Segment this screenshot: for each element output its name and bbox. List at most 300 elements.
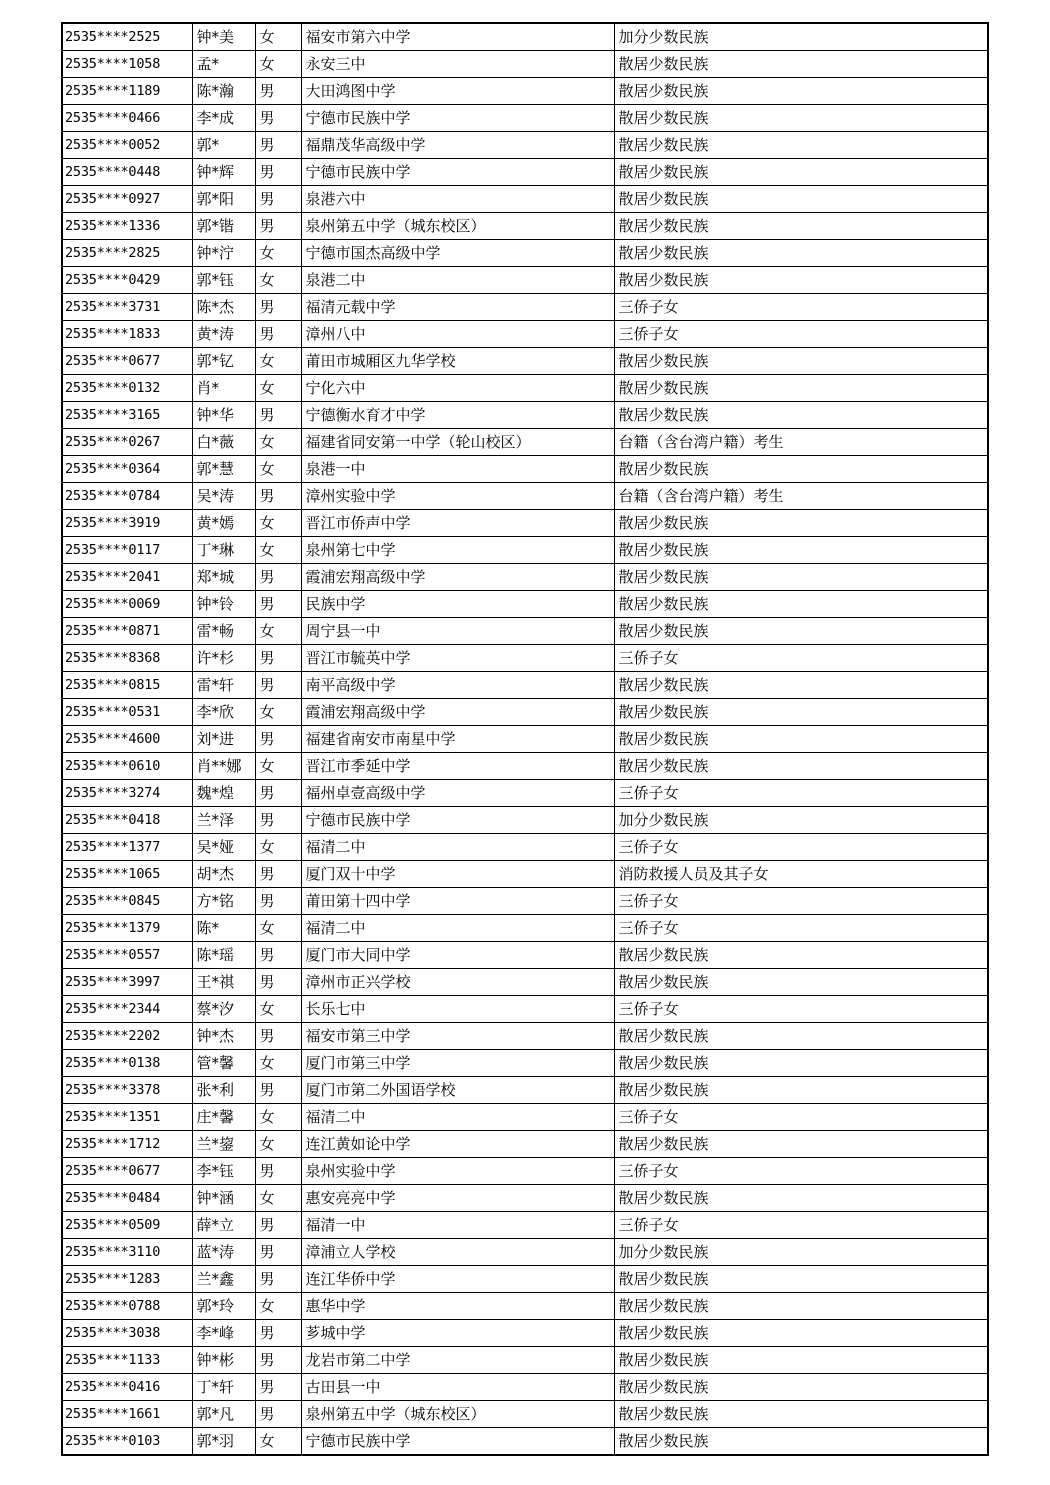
candidate-gender-cell: 男 (255, 402, 301, 429)
candidate-id-cell: 2535****8368 (62, 645, 192, 672)
candidate-gender-cell: 男 (255, 1212, 301, 1239)
candidate-name-cell: 钟*美 (192, 23, 255, 51)
candidate-id-cell: 2535****3165 (62, 402, 192, 429)
candidate-name-cell: 孟* (192, 51, 255, 78)
candidate-id-cell: 2535****1833 (62, 321, 192, 348)
table-row (62, 915, 988, 942)
candidate-name-cell: 李*成 (192, 105, 255, 132)
candidate-school-cell: 厦门市大同中学 (301, 942, 614, 969)
candidate-gender-cell: 男 (255, 1266, 301, 1293)
candidate-school-cell: 连江华侨中学 (301, 1266, 614, 1293)
table-row (62, 1131, 988, 1158)
candidate-category-cell: 散居少数民族 (614, 375, 988, 402)
candidate-school-cell: 福清元载中学 (301, 294, 614, 321)
candidate-name-cell: 吴*娅 (192, 834, 255, 861)
candidate-name-cell: 薛*立 (192, 1212, 255, 1239)
candidate-school-cell: 宁德市国杰高级中学 (301, 240, 614, 267)
candidate-id-cell: 2535****0466 (62, 105, 192, 132)
candidate-name-cell: 钟*彬 (192, 1347, 255, 1374)
candidate-id-cell: 2535****3731 (62, 294, 192, 321)
candidate-school-cell: 泉州实验中学 (301, 1158, 614, 1185)
candidate-school-cell: 泉州第五中学（城东校区） (301, 1401, 614, 1428)
candidate-name-cell: 丁*轩 (192, 1374, 255, 1401)
candidate-id-cell: 2535****2344 (62, 996, 192, 1023)
candidate-name-cell: 蓝*涛 (192, 1239, 255, 1266)
candidate-category-cell: 三侨子女 (614, 294, 988, 321)
candidate-category-cell: 散居少数民族 (614, 1185, 988, 1212)
candidate-id-cell: 2535****3378 (62, 1077, 192, 1104)
table-row (62, 51, 988, 78)
candidate-id-cell: 2535****0267 (62, 429, 192, 456)
candidate-id-cell: 2535****1379 (62, 915, 192, 942)
table-row (62, 1239, 988, 1266)
table-row (62, 1347, 988, 1374)
candidate-gender-cell: 女 (255, 51, 301, 78)
candidate-school-cell: 莆田市城厢区九华学校 (301, 348, 614, 375)
candidate-category-cell: 散居少数民族 (614, 699, 988, 726)
table-row (62, 1050, 988, 1077)
candidate-name-cell: 陈* (192, 915, 255, 942)
table-row (62, 510, 988, 537)
candidate-school-cell: 泉港六中 (301, 186, 614, 213)
candidate-category-cell: 三侨子女 (614, 888, 988, 915)
table-row (62, 942, 988, 969)
candidate-category-cell: 散居少数民族 (614, 591, 988, 618)
table-row (62, 699, 988, 726)
candidate-name-cell: 钟*涵 (192, 1185, 255, 1212)
candidate-gender-cell: 女 (255, 1185, 301, 1212)
candidate-id-cell: 2535****3997 (62, 969, 192, 996)
candidate-id-cell: 2535****0418 (62, 807, 192, 834)
table-row (62, 23, 988, 51)
candidate-name-cell: 庄*馨 (192, 1104, 255, 1131)
table-row (62, 1104, 988, 1131)
candidate-name-cell: 兰*泽 (192, 807, 255, 834)
candidate-gender-cell: 女 (255, 23, 301, 51)
candidate-gender-cell: 女 (255, 753, 301, 780)
candidate-name-cell: 郭*羽 (192, 1428, 255, 1456)
candidate-id-cell: 2535****1189 (62, 78, 192, 105)
candidate-name-cell: 李*钰 (192, 1158, 255, 1185)
candidate-school-cell: 福建省同安第一中学（轮山校区） (301, 429, 614, 456)
candidate-school-cell: 泉州第七中学 (301, 537, 614, 564)
candidate-id-cell: 2535****3274 (62, 780, 192, 807)
candidate-id-cell: 2535****0815 (62, 672, 192, 699)
candidate-school-cell: 厦门市第二外国语学校 (301, 1077, 614, 1104)
candidate-gender-cell: 女 (255, 1293, 301, 1320)
candidate-school-cell: 厦门市第三中学 (301, 1050, 614, 1077)
candidate-category-cell: 散居少数民族 (614, 186, 988, 213)
table-row (62, 1023, 988, 1050)
candidate-id-cell: 2535****1058 (62, 51, 192, 78)
candidate-name-cell: 魏*煌 (192, 780, 255, 807)
table-row (62, 159, 988, 186)
table-row (62, 348, 988, 375)
candidate-name-cell: 方*铭 (192, 888, 255, 915)
candidate-gender-cell: 男 (255, 1320, 301, 1347)
candidate-category-cell: 散居少数民族 (614, 753, 988, 780)
candidate-category-cell: 散居少数民族 (614, 1023, 988, 1050)
candidate-school-cell: 福清一中 (301, 1212, 614, 1239)
candidate-id-cell: 2535****0429 (62, 267, 192, 294)
candidate-gender-cell: 男 (255, 186, 301, 213)
candidate-name-cell: 胡*杰 (192, 861, 255, 888)
candidate-category-cell: 三侨子女 (614, 915, 988, 942)
candidate-school-cell: 宁德衡水育才中学 (301, 402, 614, 429)
candidate-school-cell: 南平高级中学 (301, 672, 614, 699)
candidate-name-cell: 陈*杰 (192, 294, 255, 321)
table-row (62, 213, 988, 240)
candidate-name-cell: 郭*慧 (192, 456, 255, 483)
candidate-id-cell: 2535****1336 (62, 213, 192, 240)
candidate-id-cell: 2535****0448 (62, 159, 192, 186)
candidate-gender-cell: 男 (255, 807, 301, 834)
candidate-id-cell: 2535****0052 (62, 132, 192, 159)
candidate-name-cell: 管*馨 (192, 1050, 255, 1077)
candidate-category-cell: 散居少数民族 (614, 1374, 988, 1401)
candidate-id-cell: 2535****0871 (62, 618, 192, 645)
candidate-school-cell: 泉港一中 (301, 456, 614, 483)
candidate-gender-cell: 男 (255, 780, 301, 807)
candidate-name-cell: 钟*铃 (192, 591, 255, 618)
candidate-category-cell: 散居少数民族 (614, 456, 988, 483)
table-row (62, 996, 988, 1023)
candidate-gender-cell: 男 (255, 105, 301, 132)
table-row (62, 483, 988, 510)
candidate-id-cell: 2535****0927 (62, 186, 192, 213)
table-row (62, 78, 988, 105)
candidate-category-cell: 三侨子女 (614, 1158, 988, 1185)
candidate-id-cell: 2535****0484 (62, 1185, 192, 1212)
table-row (62, 645, 988, 672)
candidate-gender-cell: 男 (255, 888, 301, 915)
candidate-id-cell: 2535****2825 (62, 240, 192, 267)
candidate-school-cell: 泉州第五中学（城东校区） (301, 213, 614, 240)
table-row (62, 1266, 988, 1293)
candidate-name-cell: 钟*杰 (192, 1023, 255, 1050)
table-row (62, 1158, 988, 1185)
table-row (62, 1212, 988, 1239)
candidate-category-cell: 加分少数民族 (614, 23, 988, 51)
candidate-id-cell: 2535****0677 (62, 348, 192, 375)
candidate-school-cell: 长乐七中 (301, 996, 614, 1023)
candidate-category-cell: 台籍（含台湾户籍）考生 (614, 429, 988, 456)
candidate-name-cell: 郭*钰 (192, 267, 255, 294)
candidate-gender-cell: 男 (255, 726, 301, 753)
candidate-school-cell: 霞浦宏翔高级中学 (301, 564, 614, 591)
candidate-school-cell: 宁德市民族中学 (301, 1428, 614, 1456)
candidate-school-cell: 惠安亮亮中学 (301, 1185, 614, 1212)
candidate-gender-cell: 女 (255, 1428, 301, 1456)
candidate-id-cell: 2535****0509 (62, 1212, 192, 1239)
candidate-category-cell: 三侨子女 (614, 780, 988, 807)
candidate-school-cell: 福建省南安市南星中学 (301, 726, 614, 753)
candidate-name-cell: 黄*嫣 (192, 510, 255, 537)
candidate-id-cell: 2535****0138 (62, 1050, 192, 1077)
candidate-gender-cell: 男 (255, 78, 301, 105)
table-row (62, 834, 988, 861)
candidate-category-cell: 散居少数民族 (614, 1293, 988, 1320)
candidate-category-cell: 散居少数民族 (614, 1320, 988, 1347)
table-row (62, 969, 988, 996)
candidate-category-cell: 加分少数民族 (614, 1239, 988, 1266)
candidate-category-cell: 散居少数民族 (614, 105, 988, 132)
candidate-school-cell: 宁德市民族中学 (301, 159, 614, 186)
candidate-id-cell: 2535****0845 (62, 888, 192, 915)
document-page (61, 22, 989, 1456)
candidate-id-cell: 2535****0069 (62, 591, 192, 618)
candidate-gender-cell: 女 (255, 267, 301, 294)
table-row (62, 564, 988, 591)
candidate-gender-cell: 女 (255, 348, 301, 375)
table-row (62, 780, 988, 807)
candidate-name-cell: 钟*辉 (192, 159, 255, 186)
candidate-gender-cell: 男 (255, 645, 301, 672)
candidate-id-cell: 2535****1133 (62, 1347, 192, 1374)
candidate-id-cell: 2535****2041 (62, 564, 192, 591)
table-row (62, 402, 988, 429)
table-row (62, 321, 988, 348)
candidate-category-cell: 散居少数民族 (614, 240, 988, 267)
candidate-category-cell: 散居少数民族 (614, 1077, 988, 1104)
candidate-school-cell: 福清二中 (301, 1104, 614, 1131)
table-row (62, 726, 988, 753)
candidate-name-cell: 陈*瑶 (192, 942, 255, 969)
table-row (62, 591, 988, 618)
candidate-school-cell: 民族中学 (301, 591, 614, 618)
table-row (62, 1185, 988, 1212)
candidate-category-cell: 三侨子女 (614, 645, 988, 672)
candidate-name-cell: 雷*畅 (192, 618, 255, 645)
candidate-school-cell: 晋江市毓英中学 (301, 645, 614, 672)
candidate-gender-cell: 女 (255, 1104, 301, 1131)
candidate-school-cell: 泉港二中 (301, 267, 614, 294)
candidate-name-cell: 郭* (192, 132, 255, 159)
table-row (62, 186, 988, 213)
candidate-category-cell: 散居少数民族 (614, 132, 988, 159)
candidate-school-cell: 福清二中 (301, 915, 614, 942)
candidate-gender-cell: 男 (255, 1077, 301, 1104)
candidate-id-cell: 2535****3110 (62, 1239, 192, 1266)
table-row (62, 1320, 988, 1347)
candidate-gender-cell: 男 (255, 591, 301, 618)
candidate-school-cell: 惠华中学 (301, 1293, 614, 1320)
candidate-gender-cell: 女 (255, 699, 301, 726)
candidate-category-cell: 加分少数民族 (614, 807, 988, 834)
candidate-id-cell: 2535****0610 (62, 753, 192, 780)
candidate-gender-cell: 女 (255, 834, 301, 861)
candidate-school-cell: 莆田第十四中学 (301, 888, 614, 915)
table-row (62, 1428, 988, 1456)
candidate-category-cell: 三侨子女 (614, 1212, 988, 1239)
candidate-category-cell: 散居少数民族 (614, 402, 988, 429)
candidate-gender-cell: 男 (255, 1401, 301, 1428)
candidate-school-cell: 大田鸿图中学 (301, 78, 614, 105)
candidate-name-cell: 陈*瀚 (192, 78, 255, 105)
candidate-category-cell: 散居少数民族 (614, 1266, 988, 1293)
candidate-gender-cell: 女 (255, 537, 301, 564)
candidate-school-cell: 漳州八中 (301, 321, 614, 348)
candidate-category-cell: 散居少数民族 (614, 726, 988, 753)
table-row (62, 861, 988, 888)
candidate-gender-cell: 女 (255, 375, 301, 402)
candidate-id-cell: 2535****1065 (62, 861, 192, 888)
candidate-gender-cell: 男 (255, 132, 301, 159)
candidate-gender-cell: 男 (255, 1347, 301, 1374)
candidate-name-cell: 郭*玲 (192, 1293, 255, 1320)
candidate-gender-cell: 男 (255, 159, 301, 186)
candidate-gender-cell: 男 (255, 294, 301, 321)
candidate-gender-cell: 男 (255, 321, 301, 348)
candidate-gender-cell: 男 (255, 564, 301, 591)
candidate-gender-cell: 男 (255, 483, 301, 510)
candidate-name-cell: 肖**娜 (192, 753, 255, 780)
candidate-school-cell: 漳州实验中学 (301, 483, 614, 510)
table-row (62, 753, 988, 780)
candidate-name-cell: 刘*进 (192, 726, 255, 753)
candidate-name-cell: 郭*阳 (192, 186, 255, 213)
candidate-name-cell: 郑*城 (192, 564, 255, 591)
candidate-name-cell: 李*峰 (192, 1320, 255, 1347)
candidate-gender-cell: 男 (255, 213, 301, 240)
candidate-gender-cell: 男 (255, 1158, 301, 1185)
table-row (62, 618, 988, 645)
candidate-category-cell: 散居少数民族 (614, 1131, 988, 1158)
candidate-name-cell: 郭*凡 (192, 1401, 255, 1428)
candidate-name-cell: 蔡*汐 (192, 996, 255, 1023)
candidate-gender-cell: 男 (255, 1239, 301, 1266)
candidate-school-cell: 古田县一中 (301, 1374, 614, 1401)
table-row (62, 807, 988, 834)
candidate-id-cell: 2535****0557 (62, 942, 192, 969)
candidate-id-cell: 2535****1377 (62, 834, 192, 861)
candidate-gender-cell: 女 (255, 429, 301, 456)
candidate-school-cell: 福清二中 (301, 834, 614, 861)
candidate-id-cell: 2535****1283 (62, 1266, 192, 1293)
table-row (62, 132, 988, 159)
candidate-school-cell: 宁德市民族中学 (301, 105, 614, 132)
candidate-id-cell: 2535****0531 (62, 699, 192, 726)
candidate-school-cell: 福安市第三中学 (301, 1023, 614, 1050)
candidate-school-cell: 宁化六中 (301, 375, 614, 402)
table-row (62, 1293, 988, 1320)
candidate-category-cell: 散居少数民族 (614, 672, 988, 699)
candidate-school-cell: 漳浦立人学校 (301, 1239, 614, 1266)
table-row (62, 1374, 988, 1401)
candidate-id-cell: 2535****0416 (62, 1374, 192, 1401)
candidate-gender-cell: 女 (255, 618, 301, 645)
candidate-category-cell: 散居少数民族 (614, 213, 988, 240)
candidate-school-cell: 晋江市侨声中学 (301, 510, 614, 537)
candidate-category-cell: 散居少数民族 (614, 969, 988, 996)
candidate-category-cell: 散居少数民族 (614, 1050, 988, 1077)
candidate-name-cell: 钟*华 (192, 402, 255, 429)
candidate-category-cell: 三侨子女 (614, 1104, 988, 1131)
candidate-name-cell: 丁*琳 (192, 537, 255, 564)
candidate-name-cell: 肖* (192, 375, 255, 402)
candidate-gender-cell: 女 (255, 456, 301, 483)
candidate-category-cell: 散居少数民族 (614, 942, 988, 969)
candidate-name-cell: 白*薇 (192, 429, 255, 456)
candidate-id-cell: 2535****0677 (62, 1158, 192, 1185)
candidate-id-cell: 2535****2525 (62, 23, 192, 51)
candidate-name-cell: 兰*鋆 (192, 1131, 255, 1158)
table-row (62, 240, 988, 267)
candidate-id-cell: 2535****1712 (62, 1131, 192, 1158)
candidate-name-cell: 许*杉 (192, 645, 255, 672)
table-row (62, 375, 988, 402)
candidate-school-cell: 福鼎茂华高级中学 (301, 132, 614, 159)
candidate-name-cell: 钟*泞 (192, 240, 255, 267)
candidate-gender-cell: 男 (255, 672, 301, 699)
candidate-gender-cell: 女 (255, 996, 301, 1023)
candidate-category-cell: 散居少数民族 (614, 1401, 988, 1428)
table-row (62, 672, 988, 699)
candidate-id-cell: 2535****2202 (62, 1023, 192, 1050)
candidate-gender-cell: 男 (255, 1023, 301, 1050)
table-row (62, 294, 988, 321)
candidate-gender-cell: 女 (255, 1131, 301, 1158)
candidate-gender-cell: 男 (255, 861, 301, 888)
candidate-name-cell: 李*欣 (192, 699, 255, 726)
candidate-id-cell: 2535****0103 (62, 1428, 192, 1456)
candidate-category-cell: 三侨子女 (614, 321, 988, 348)
candidate-gender-cell: 男 (255, 942, 301, 969)
candidate-id-cell: 2535****1351 (62, 1104, 192, 1131)
candidate-category-cell: 散居少数民族 (614, 159, 988, 186)
candidate-category-cell: 散居少数民族 (614, 267, 988, 294)
candidate-gender-cell: 女 (255, 240, 301, 267)
candidate-school-cell: 芗城中学 (301, 1320, 614, 1347)
candidate-category-cell: 散居少数民族 (614, 78, 988, 105)
candidate-category-cell: 散居少数民族 (614, 564, 988, 591)
candidate-name-cell: 黄*涛 (192, 321, 255, 348)
candidate-table (61, 22, 989, 1456)
candidate-school-cell: 连江黄如论中学 (301, 1131, 614, 1158)
candidate-name-cell: 张*利 (192, 1077, 255, 1104)
candidate-category-cell: 散居少数民族 (614, 51, 988, 78)
candidate-name-cell: 兰*鑫 (192, 1266, 255, 1293)
candidate-school-cell: 福安市第六中学 (301, 23, 614, 51)
candidate-name-cell: 雷*轩 (192, 672, 255, 699)
candidate-school-cell: 晋江市季延中学 (301, 753, 614, 780)
candidate-id-cell: 2535****0784 (62, 483, 192, 510)
candidate-category-cell: 台籍（含台湾户籍）考生 (614, 483, 988, 510)
candidate-school-cell: 永安三中 (301, 51, 614, 78)
candidate-category-cell: 消防救援人员及其子女 (614, 861, 988, 888)
candidate-id-cell: 2535****0117 (62, 537, 192, 564)
candidate-gender-cell: 男 (255, 969, 301, 996)
candidate-name-cell: 郭*钇 (192, 348, 255, 375)
candidate-school-cell: 福州卓壹高级中学 (301, 780, 614, 807)
candidate-category-cell: 散居少数民族 (614, 510, 988, 537)
candidate-school-cell: 漳州市正兴学校 (301, 969, 614, 996)
table-row (62, 456, 988, 483)
candidate-category-cell: 散居少数民族 (614, 618, 988, 645)
candidate-category-cell: 三侨子女 (614, 996, 988, 1023)
candidate-school-cell: 宁德市民族中学 (301, 807, 614, 834)
table-row (62, 429, 988, 456)
candidate-id-cell: 2535****0364 (62, 456, 192, 483)
table-row (62, 537, 988, 564)
candidate-category-cell: 三侨子女 (614, 834, 988, 861)
table-row (62, 1077, 988, 1104)
candidate-school-cell: 厦门双十中学 (301, 861, 614, 888)
candidate-name-cell: 郭*锴 (192, 213, 255, 240)
table-row (62, 105, 988, 132)
table-row (62, 888, 988, 915)
candidate-gender-cell: 男 (255, 1374, 301, 1401)
